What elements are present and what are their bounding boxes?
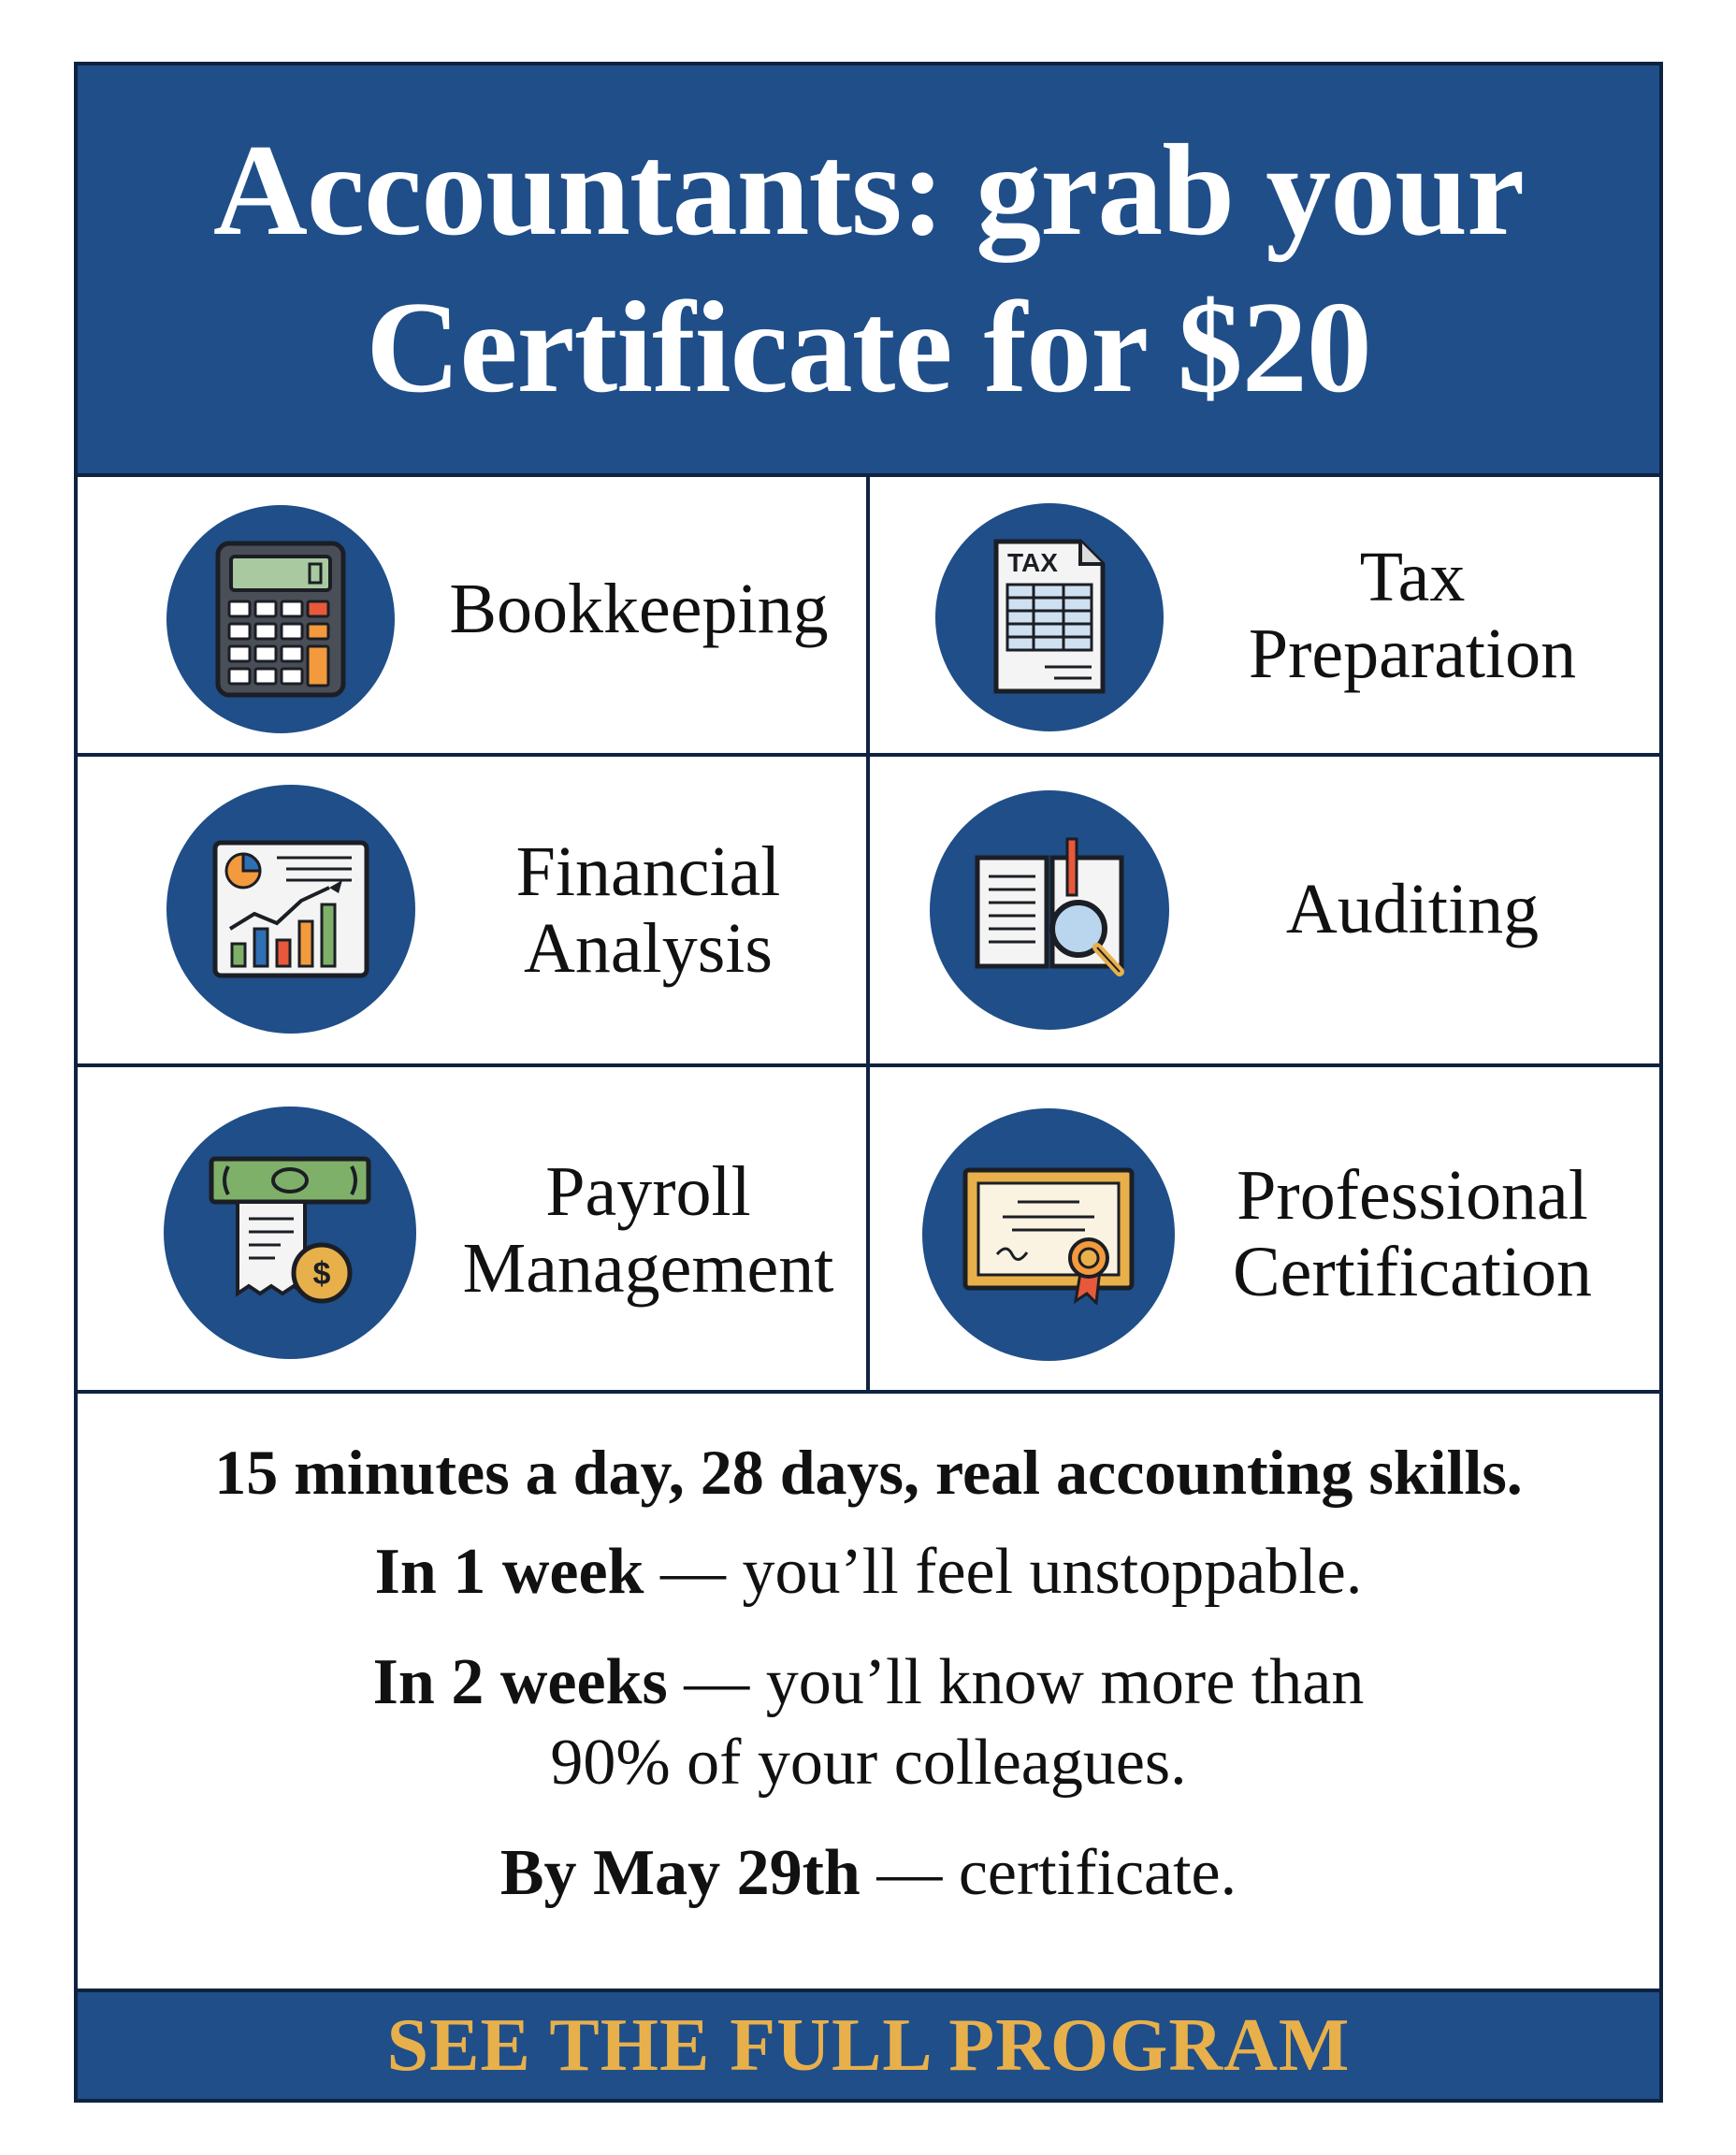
topic-label: Financial Analysis xyxy=(515,832,781,988)
program-details xyxy=(78,1394,1659,1985)
date-line: By May 29th — certificate. xyxy=(499,1837,1237,1909)
certificate-icon xyxy=(922,1108,1175,1361)
page-title xyxy=(213,112,1524,427)
payroll-money-icon xyxy=(164,1106,416,1359)
calculator-icon xyxy=(166,505,395,733)
topic-financial-analysis xyxy=(78,757,866,1063)
cta-bar[interactable] xyxy=(78,1989,1659,2099)
topic-label: Tax Preparation xyxy=(1248,538,1577,693)
grid-divider-vertical xyxy=(866,477,870,1394)
title-line-2: Certificate for $20 xyxy=(366,275,1371,420)
topic-tax-preparation xyxy=(870,477,1659,753)
program-lead: 15 minutes a day, 28 days, real accounting skills. xyxy=(214,1437,1523,1508)
audit-book-magnifier-icon xyxy=(930,790,1169,1030)
topic-professional-certification xyxy=(870,1067,1659,1394)
topics-grid xyxy=(78,477,1659,1394)
svg-text:$: $ xyxy=(312,1256,331,1292)
week2-line: In 2 weeks — you’ll know more than 90% of your colleagues. xyxy=(372,1646,1365,1799)
tax-icon-text: TAX xyxy=(1007,548,1058,577)
topic-label: Auditing xyxy=(1285,870,1540,948)
week1-line: In 1 week — you’ll feel unstoppable. xyxy=(374,1536,1363,1608)
topic-label: Professional Certification xyxy=(1232,1156,1593,1311)
promo-card xyxy=(74,62,1663,2103)
topic-label: Bookkeeping xyxy=(449,570,829,648)
title-line-1: Accountants: grab your xyxy=(212,118,1525,263)
tax-document-icon xyxy=(935,503,1164,731)
header-banner xyxy=(78,65,1659,477)
topic-bookkeeping xyxy=(78,477,866,753)
see-full-program-button[interactable]: SEE THE FULL PROGRAM xyxy=(386,2004,1351,2087)
topic-auditing xyxy=(870,757,1659,1063)
financial-chart-icon xyxy=(166,785,415,1034)
topic-label: Payroll Management xyxy=(462,1152,834,1308)
topic-payroll-management xyxy=(78,1067,866,1394)
